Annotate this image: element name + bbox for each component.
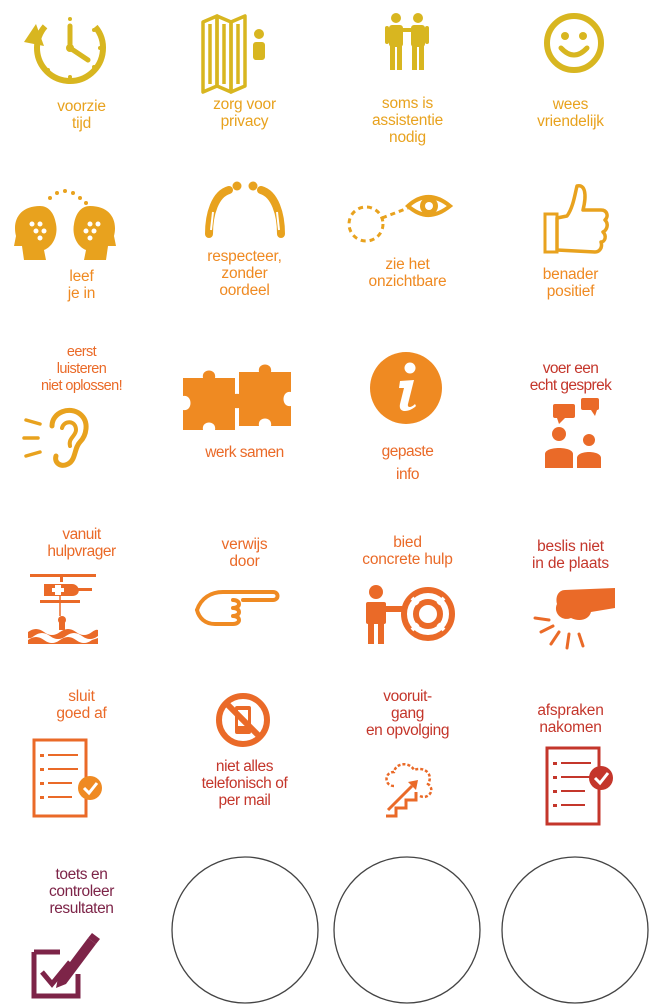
tile-label: werk samen <box>205 444 284 461</box>
tile-respecteer-zonder-oordeel <box>163 180 326 340</box>
tile-beslis-niet-in-de-plaats <box>489 510 652 680</box>
tile-label: beslis niet in de plaats <box>532 538 609 572</box>
thumbs-up-icon <box>541 180 611 260</box>
edit-check-icon <box>30 932 102 1000</box>
empty-circle <box>327 855 487 1005</box>
tile-sluit-goed-af <box>0 680 163 850</box>
helicopter-rescue-icon <box>26 572 100 644</box>
tile-label: respecteer, zonder oordeel <box>207 248 282 299</box>
tile-label: soms is assistentie nodig <box>371 95 444 146</box>
tile-label: eerst luisteren niet oplossen! <box>40 344 123 394</box>
tile-benader-positief <box>489 180 652 340</box>
lifebuoy-icon <box>362 584 458 644</box>
tile-bied-concrete-hulp <box>326 510 489 680</box>
tile-eerst-luisteren <box>0 340 163 510</box>
empathy-heads-icon <box>10 184 120 264</box>
tile-verwijs-door <box>163 510 326 680</box>
tile-label: vanuit hulpvrager <box>47 526 116 560</box>
tile-afspraken-nakomen <box>489 680 652 850</box>
tile-zie-het-onzichtbare <box>326 180 489 340</box>
pointing-hand-icon <box>193 584 283 638</box>
checklist-icon <box>32 738 106 820</box>
empty-circle <box>495 855 653 1005</box>
empty-circle <box>160 855 330 1005</box>
progress-cloud-icon <box>380 762 438 820</box>
tile-label: leef je in <box>67 268 96 302</box>
tile-label: zie het onzichtbare <box>368 256 447 290</box>
tile-voorzie-tijd <box>0 0 163 160</box>
tile-niet-alles-telefonisch <box>163 680 326 850</box>
tile-label: wees vriendelijk <box>537 96 604 130</box>
tile-gepaste-info <box>326 340 489 510</box>
tile-leef-je-in <box>0 180 163 340</box>
tile-label: benader positief <box>542 266 599 300</box>
tile-label: vooruit- gang en opvolging <box>365 688 450 739</box>
fist-icon <box>531 582 621 660</box>
tile-label: afspraken nakomen <box>537 702 604 736</box>
tile-label: gepaste info <box>381 443 434 483</box>
tile-vanuit-hulpvrager <box>0 510 163 680</box>
tile-label: voorzie tijd <box>57 98 106 132</box>
conversation-icon <box>541 398 609 468</box>
tile-label: sluit goed af <box>56 688 107 722</box>
tile-label: voer een echt gesprek <box>529 360 612 394</box>
tile-label: niet alles telefonisch of per mail <box>201 758 288 809</box>
checklist-icon <box>545 746 619 828</box>
tile-label: zorg voor privacy <box>213 96 276 130</box>
tile-label: toets en controleer resultaten <box>49 866 114 917</box>
two-people-icon <box>382 12 432 72</box>
tile-voer-een-echt-gesprek <box>489 340 652 510</box>
eye-icon <box>346 192 458 248</box>
tile-label: verwijs door <box>221 536 268 570</box>
privacy-screen-icon <box>199 14 279 96</box>
tile-wees-vriendelijk <box>489 0 652 160</box>
smiley-icon <box>543 12 605 74</box>
tile-zorg-voor-privacy <box>163 0 326 160</box>
tile-label: bied concrete hulp <box>362 534 453 568</box>
tile-vooruitgang-en-opvolging <box>326 680 489 850</box>
respect-arms-icon <box>203 180 285 240</box>
tile-soms-is-assistentie-nodig <box>326 0 489 160</box>
no-phone-icon <box>215 692 271 748</box>
clock-icon <box>20 10 112 92</box>
info-icon <box>366 348 446 428</box>
puzzle-icon <box>183 366 293 438</box>
tile-toets-en-controleer <box>0 850 163 1007</box>
tile-werk-samen <box>163 340 326 510</box>
ear-icon <box>22 406 102 470</box>
